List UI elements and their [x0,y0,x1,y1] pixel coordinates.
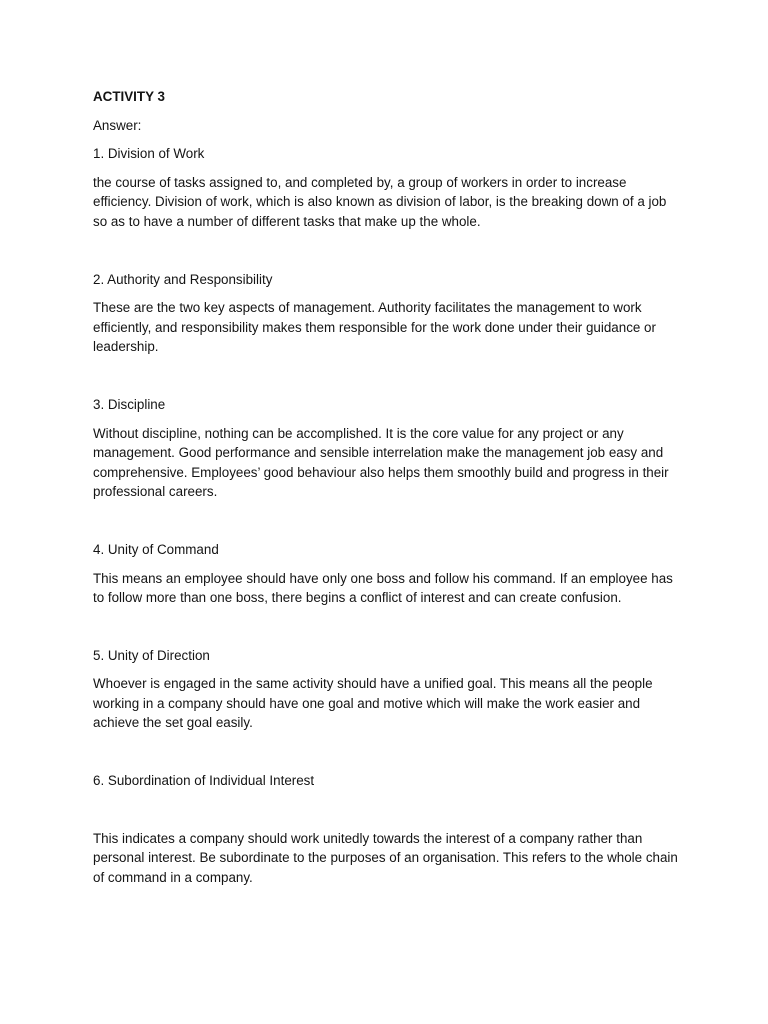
section-body-unity-of-direction: Whoever is engaged in the same activity should have a unified goal. This means all the people working in a company should have one goal and motive which will make the work easier and achieve the set goal easily. [93,676,653,731]
section-heading-division-of-work: 1. Division of Work [93,146,205,162]
answer-label: Answer: [93,117,142,133]
section-heading-authority-responsibility: 2. Authority and Responsibility [93,271,273,287]
document-title: ACTIVITY 3 [93,89,165,104]
section-body-discipline: Without discipline, nothing can be accomplished. It is the core value for any project or any management. Good performance and sensible interrelation make the management job easy and comprehensive. Employees’ good behaviour also helps them smoothly build and progress in their professional careers. [93,425,669,500]
document-page [93,87,683,925]
section-body-division-of-work: the course of tasks assigned to, and completed by, a group of workers in order to increase efficiency. Division of work, which is also known as division of labor, is the breaking down of a job so as to have a number of different tasks that make up the whole. [93,174,667,229]
section-heading-discipline: 3. Discipline [93,396,166,412]
section-body-authority-responsibility: These are the two key aspects of management. Authority facilitates the management to work efficiently, and responsibility makes them responsible for the work done under their guidance or leadership. [93,300,656,355]
section-body-unity-of-command: This means an employee should have only one boss and follow his command. If an employee has to follow more than one boss, there begins a conflict of interest and can create confusion. [93,570,673,606]
section-heading-unity-of-direction: 5. Unity of Direction [93,647,210,663]
section-body-subordination: This indicates a company should work unitedly towards the interest of a company rather than personal interest. Be subordinate to the purposes of an organisation. This refers to the whole chain of command in a company. [93,830,678,885]
section-heading-unity-of-command: 4. Unity of Command [93,541,219,557]
section-heading-subordination: 6. Subordination of Individual Interest [93,773,315,789]
